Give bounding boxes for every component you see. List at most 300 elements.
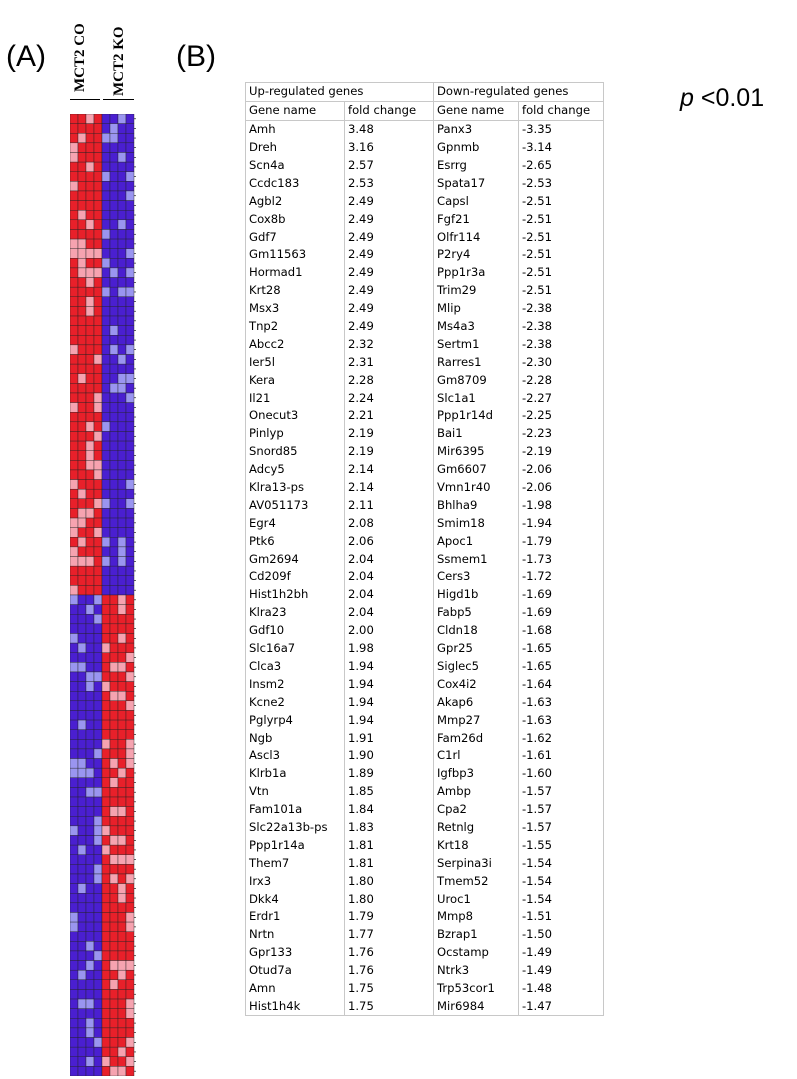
gene-rows — [246, 120, 604, 1016]
heatmap-cell — [118, 941, 126, 951]
heatmap-cell — [118, 518, 126, 528]
down-fold-change-cell: -2.27 — [519, 389, 604, 407]
heatmap-cell — [126, 268, 134, 278]
table-row — [246, 246, 604, 264]
heatmap-cell — [102, 845, 110, 855]
table-row — [246, 980, 604, 998]
table-row — [246, 532, 604, 550]
heatmap-cell — [102, 759, 110, 769]
heatmap-cell — [78, 884, 86, 894]
down-gene-name-cell: Gm8709 — [434, 371, 519, 389]
heatmap-cell — [86, 220, 94, 230]
heatmap-cell — [118, 912, 126, 922]
heatmap-cell — [118, 922, 126, 932]
heatmap-cell — [70, 133, 78, 143]
up-fold-change-cell: 1.90 — [345, 747, 434, 765]
heatmap-cell — [110, 480, 118, 490]
up-gene-name-cell: Scn4a — [246, 157, 345, 175]
heatmap-cell — [86, 1028, 94, 1038]
down-fold-change-cell: -1.69 — [519, 604, 604, 622]
heatmap-cell — [118, 951, 126, 961]
up-fold-change-cell: 2.19 — [345, 425, 434, 443]
heatmap-cell — [102, 903, 110, 913]
heatmap-cell — [118, 989, 126, 999]
heatmap-cell — [110, 566, 118, 576]
heatmap-cell — [86, 383, 94, 393]
heatmap-cell — [110, 951, 118, 961]
heatmap-cell — [70, 576, 78, 586]
heatmap-cell — [70, 374, 78, 384]
heatmap-cell — [110, 864, 118, 874]
heatmap-cell — [126, 912, 134, 922]
heatmap-cell — [118, 720, 126, 730]
up-gene-name-cell: Gdf7 — [246, 228, 345, 246]
heatmap-cell — [70, 403, 78, 413]
heatmap-cell — [86, 961, 94, 971]
heatmap-cell — [102, 787, 110, 797]
heatmap-cell — [126, 355, 134, 365]
heatmap-cell — [70, 845, 78, 855]
heatmap-cell — [118, 682, 126, 692]
heatmap-cell — [110, 162, 118, 172]
heatmap-cell — [126, 114, 134, 124]
up-gene-name-cell: Gpr133 — [246, 944, 345, 962]
down-gene-name-cell: Cox4i2 — [434, 675, 519, 693]
panel-a-label: (A) — [6, 40, 46, 73]
heatmap-cell — [118, 826, 126, 836]
heatmap-cell — [78, 1057, 86, 1067]
down-fold-change-cell: -2.28 — [519, 371, 604, 389]
heatmap-cell — [94, 912, 102, 922]
down-fold-change-cell: -1.61 — [519, 747, 604, 765]
heatmap-cell — [94, 701, 102, 711]
heatmap-cell — [110, 662, 118, 672]
up-gene-name-cell: Tnp2 — [246, 318, 345, 336]
heatmap-cell — [102, 335, 110, 345]
up-fold-change-cell: 1.75 — [345, 980, 434, 998]
expression-heatmap — [70, 114, 136, 1076]
heatmap-cell — [110, 576, 118, 586]
down-gene-name-cell: Fgf21 — [434, 210, 519, 228]
heatmap-cell — [118, 691, 126, 701]
down-fold-change-cell: -2.06 — [519, 461, 604, 479]
heatmap-cell — [86, 181, 94, 191]
heatmap-cell — [86, 480, 94, 490]
heatmap-cell — [118, 1028, 126, 1038]
heatmap-cell — [94, 508, 102, 518]
heatmap-cell — [70, 258, 78, 268]
down-gene-name-cell: Mmp8 — [434, 908, 519, 926]
heatmap-cell — [94, 922, 102, 932]
heatmap-cell — [102, 864, 110, 874]
up-fold-change-cell: 2.24 — [345, 389, 434, 407]
up-fold-change-cell: 2.04 — [345, 604, 434, 622]
heatmap-cell — [94, 220, 102, 230]
heatmap-cell — [102, 1009, 110, 1019]
up-fold-change-cell: 1.80 — [345, 872, 434, 890]
heatmap-cell — [94, 422, 102, 432]
down-fold-change-cell: -2.38 — [519, 335, 604, 353]
heatmap-cell — [110, 441, 118, 451]
down-fold-change-cell: -3.35 — [519, 120, 604, 138]
heatmap-cell — [102, 210, 110, 220]
heatmap-cell — [70, 364, 78, 374]
heatmap-cell — [70, 614, 78, 624]
heatmap-cell — [110, 1047, 118, 1057]
heatmap-cell — [126, 239, 134, 249]
heatmap-cell — [118, 528, 126, 538]
heatmap-cell — [94, 229, 102, 239]
heatmap-cell — [86, 643, 94, 653]
heatmap-cell — [70, 287, 78, 297]
heatmap-cell — [86, 557, 94, 567]
heatmap-cell — [94, 1066, 102, 1076]
heatmap-cell — [102, 1066, 110, 1076]
heatmap-cell — [118, 605, 126, 615]
table-row — [246, 604, 604, 622]
down-fold-change-cell: -1.98 — [519, 496, 604, 514]
down-fold-change-header: fold change — [519, 101, 604, 120]
down-gene-name-cell: Krt18 — [434, 836, 519, 854]
table-row — [246, 586, 604, 604]
heatmap-cell — [118, 1047, 126, 1057]
heatmap-cell — [94, 162, 102, 172]
up-gene-name-cell: Clca3 — [246, 658, 345, 676]
heatmap-cell — [102, 355, 110, 365]
heatmap-cell — [126, 720, 134, 730]
heatmap-cell — [110, 999, 118, 1009]
heatmap-cell — [118, 816, 126, 826]
heatmap-cell — [126, 633, 134, 643]
heatmap-cell — [86, 1066, 94, 1076]
heatmap-cell — [86, 412, 94, 422]
heatmap-cell — [118, 807, 126, 817]
heatmap-cell — [118, 460, 126, 470]
heatmap-cell — [78, 980, 86, 990]
heatmap-cell — [118, 643, 126, 653]
heatmap-cell — [126, 557, 134, 567]
heatmap-cell — [70, 152, 78, 162]
heatmap-cell — [118, 710, 126, 720]
heatmap-cell — [118, 662, 126, 672]
up-gene-name-cell: Abcc2 — [246, 335, 345, 353]
heatmap-cell — [70, 239, 78, 249]
heatmap-cell — [94, 980, 102, 990]
down-gene-name-cell: Fabp5 — [434, 604, 519, 622]
heatmap-cell — [110, 508, 118, 518]
heatmap-cell — [70, 422, 78, 432]
table-row — [246, 944, 604, 962]
heatmap-cell — [70, 855, 78, 865]
down-fold-change-cell: -1.65 — [519, 640, 604, 658]
heatmap-cell — [70, 585, 78, 595]
down-gene-name-cell: Capsl — [434, 192, 519, 210]
table-row — [246, 711, 604, 729]
heatmap-cell — [70, 1066, 78, 1076]
up-gene-name-cell: Cox8b — [246, 210, 345, 228]
heatmap-cell — [70, 797, 78, 807]
heatmap-cell — [70, 807, 78, 817]
heatmap-cell — [86, 941, 94, 951]
heatmap-cell — [78, 297, 86, 307]
heatmap-cell — [70, 451, 78, 461]
heatmap-cell — [110, 518, 118, 528]
heatmap-cell — [94, 489, 102, 499]
heatmap-cell — [94, 999, 102, 1009]
table-row — [246, 139, 604, 157]
heatmap-cell — [94, 172, 102, 182]
heatmap-cell — [78, 826, 86, 836]
up-fold-change-header: fold change — [345, 101, 434, 120]
down-fold-change-cell: -1.79 — [519, 532, 604, 550]
table-row — [246, 461, 604, 479]
heatmap-cell — [126, 124, 134, 134]
heatmap-cell — [102, 614, 110, 624]
heatmap-cell — [94, 759, 102, 769]
down-gene-name-cell: Akap6 — [434, 693, 519, 711]
heatmap-cell — [94, 499, 102, 509]
heatmap-cell — [94, 181, 102, 191]
down-fold-change-cell: -1.48 — [519, 980, 604, 998]
heatmap-cell — [102, 643, 110, 653]
heatmap-cell — [86, 1047, 94, 1057]
heatmap-column-label-co: MCT2 CO — [72, 23, 88, 92]
heatmap-cell — [86, 912, 94, 922]
heatmap-cell — [78, 566, 86, 576]
heatmap-cell — [126, 278, 134, 288]
heatmap-cell — [86, 730, 94, 740]
heatmap-cell — [110, 355, 118, 365]
heatmap-cell — [70, 345, 78, 355]
heatmap-cell — [70, 355, 78, 365]
heatmap-cell — [78, 220, 86, 230]
heatmap-cell — [102, 451, 110, 461]
heatmap-cell — [78, 710, 86, 720]
heatmap-cell — [102, 941, 110, 951]
up-gene-name-cell: Irx3 — [246, 872, 345, 890]
heatmap-cell — [86, 403, 94, 413]
heatmap-cell — [78, 557, 86, 567]
heatmap-cell — [78, 653, 86, 663]
up-gene-name-cell: Ptk6 — [246, 532, 345, 550]
up-gene-name-cell: Gdf10 — [246, 622, 345, 640]
heatmap-cell — [86, 431, 94, 441]
heatmap-cell — [86, 191, 94, 201]
up-fold-change-cell: 1.80 — [345, 890, 434, 908]
heatmap-cell — [78, 316, 86, 326]
heatmap-cell — [86, 422, 94, 432]
heatmap-cell — [94, 364, 102, 374]
table-row — [246, 765, 604, 783]
heatmap-cell — [94, 431, 102, 441]
heatmap-cell — [126, 431, 134, 441]
heatmap-cell — [118, 999, 126, 1009]
down-gene-name-cell: Ssmem1 — [434, 550, 519, 568]
heatmap-cell — [102, 1028, 110, 1038]
heatmap-cell — [94, 605, 102, 615]
heatmap-cell — [126, 662, 134, 672]
heatmap-cell — [70, 210, 78, 220]
column-header-row — [246, 101, 604, 120]
heatmap-cell — [78, 595, 86, 605]
heatmap-cell — [94, 807, 102, 817]
down-fold-change-cell: -2.38 — [519, 318, 604, 336]
heatmap-cell — [110, 210, 118, 220]
heatmap-cell — [126, 653, 134, 663]
heatmap-cell — [102, 922, 110, 932]
heatmap-cell — [118, 1009, 126, 1019]
table-row — [246, 174, 604, 192]
heatmap-cell — [78, 518, 86, 528]
heatmap-cell — [110, 980, 118, 990]
table-row — [246, 282, 604, 300]
down-fold-change-cell: -2.51 — [519, 228, 604, 246]
p-value-threshold — [680, 84, 764, 113]
heatmap-cell — [78, 393, 86, 403]
heatmap-cell — [110, 297, 118, 307]
heatmap-cell — [102, 826, 110, 836]
heatmap-cell — [78, 1047, 86, 1057]
heatmap-cell — [126, 605, 134, 615]
down-gene-name-cell: Igfbp3 — [434, 765, 519, 783]
up-gene-name-cell: Klra23 — [246, 604, 345, 622]
heatmap-cell — [102, 855, 110, 865]
down-fold-change-cell: -3.14 — [519, 139, 604, 157]
heatmap-cell — [78, 152, 86, 162]
heatmap-cell — [78, 932, 86, 942]
heatmap-cell — [78, 585, 86, 595]
heatmap-cell — [110, 537, 118, 547]
heatmap-cell — [78, 893, 86, 903]
heatmap-cell — [94, 989, 102, 999]
heatmap-cell — [86, 624, 94, 634]
heatmap-cell — [126, 643, 134, 653]
heatmap-cell — [70, 710, 78, 720]
heatmap-cell — [102, 181, 110, 191]
table-row — [246, 997, 604, 1015]
heatmap-cell — [102, 152, 110, 162]
up-fold-change-cell: 1.75 — [345, 997, 434, 1015]
heatmap-cell — [102, 778, 110, 788]
heatmap-cell — [102, 537, 110, 547]
heatmap-cell — [86, 441, 94, 451]
heatmap-cell — [102, 691, 110, 701]
heatmap-cell — [94, 682, 102, 692]
heatmap-cell — [110, 787, 118, 797]
heatmap-cell — [110, 922, 118, 932]
heatmap-cell — [86, 576, 94, 586]
heatmap-cell — [102, 278, 110, 288]
p-threshold-value: <0.01 — [700, 84, 765, 112]
heatmap-cell — [126, 730, 134, 740]
heatmap-cell — [110, 710, 118, 720]
heatmap-cell — [78, 1038, 86, 1048]
heatmap-cell — [70, 643, 78, 653]
heatmap-cell — [94, 441, 102, 451]
heatmap-cell — [86, 787, 94, 797]
heatmap-cell — [126, 1047, 134, 1057]
heatmap-cell — [86, 1009, 94, 1019]
down-gene-name-cell: Spata17 — [434, 174, 519, 192]
down-gene-name-cell: Cldn18 — [434, 622, 519, 640]
heatmap-cell — [94, 778, 102, 788]
up-gene-name-cell: Gm2694 — [246, 550, 345, 568]
heatmap-cell — [94, 855, 102, 865]
up-gene-name-cell: Dreh — [246, 139, 345, 157]
heatmap-cell — [118, 739, 126, 749]
heatmap-cell — [70, 980, 78, 990]
heatmap-cell — [86, 326, 94, 336]
down-fold-change-cell: -1.63 — [519, 693, 604, 711]
heatmap-cell — [102, 297, 110, 307]
heatmap-cell — [126, 518, 134, 528]
heatmap-cell — [102, 595, 110, 605]
heatmap-cell — [78, 614, 86, 624]
heatmap-cell — [70, 1038, 78, 1048]
heatmap-cell — [126, 1057, 134, 1067]
heatmap-cell — [126, 807, 134, 817]
heatmap-cell — [102, 1018, 110, 1028]
heatmap-cell — [78, 797, 86, 807]
heatmap-cell — [126, 884, 134, 894]
heatmap-cell — [118, 393, 126, 403]
heatmap-cell — [70, 605, 78, 615]
up-gene-name-cell: Hist1h2bh — [246, 586, 345, 604]
table-row — [246, 550, 604, 568]
heatmap-cell — [102, 287, 110, 297]
heatmap-cell — [94, 1057, 102, 1067]
down-gene-name-cell: Rarres1 — [434, 353, 519, 371]
heatmap-cell — [102, 489, 110, 499]
down-fold-change-cell: -1.54 — [519, 854, 604, 872]
heatmap-cell — [118, 239, 126, 249]
heatmap-cell — [70, 653, 78, 663]
heatmap-cell — [102, 422, 110, 432]
down-gene-name-cell: Higd1b — [434, 586, 519, 604]
heatmap-cell — [102, 662, 110, 672]
heatmap-cell — [118, 143, 126, 153]
heatmap-cell — [78, 508, 86, 518]
table-row — [246, 353, 604, 371]
heatmap-cell — [86, 306, 94, 316]
up-fold-change-cell: 1.91 — [345, 729, 434, 747]
heatmap-cell — [78, 845, 86, 855]
heatmap-cell — [102, 633, 110, 643]
heatmap-cell — [86, 1018, 94, 1028]
heatmap-cell — [86, 249, 94, 259]
heatmap-cell — [70, 191, 78, 201]
down-fold-change-cell: -2.19 — [519, 443, 604, 461]
up-fold-change-cell: 1.81 — [345, 854, 434, 872]
up-gene-name-cell: Ascl3 — [246, 747, 345, 765]
heatmap-cell — [70, 268, 78, 278]
heatmap-cell — [110, 489, 118, 499]
table-row — [246, 300, 604, 318]
down-gene-name-cell: Bhlha9 — [434, 496, 519, 514]
heatmap-cell — [70, 912, 78, 922]
heatmap-cell — [94, 836, 102, 846]
down-gene-name-cell: Siglec5 — [434, 658, 519, 676]
heatmap-cell — [110, 124, 118, 134]
heatmap-cell — [110, 431, 118, 441]
down-gene-name-cell: Ntrk3 — [434, 962, 519, 980]
heatmap-cell — [78, 912, 86, 922]
up-fold-change-cell: 1.85 — [345, 783, 434, 801]
heatmap-cell — [102, 710, 110, 720]
heatmap-cell — [110, 528, 118, 538]
heatmap-cell — [110, 114, 118, 124]
up-fold-change-cell: 2.49 — [345, 246, 434, 264]
